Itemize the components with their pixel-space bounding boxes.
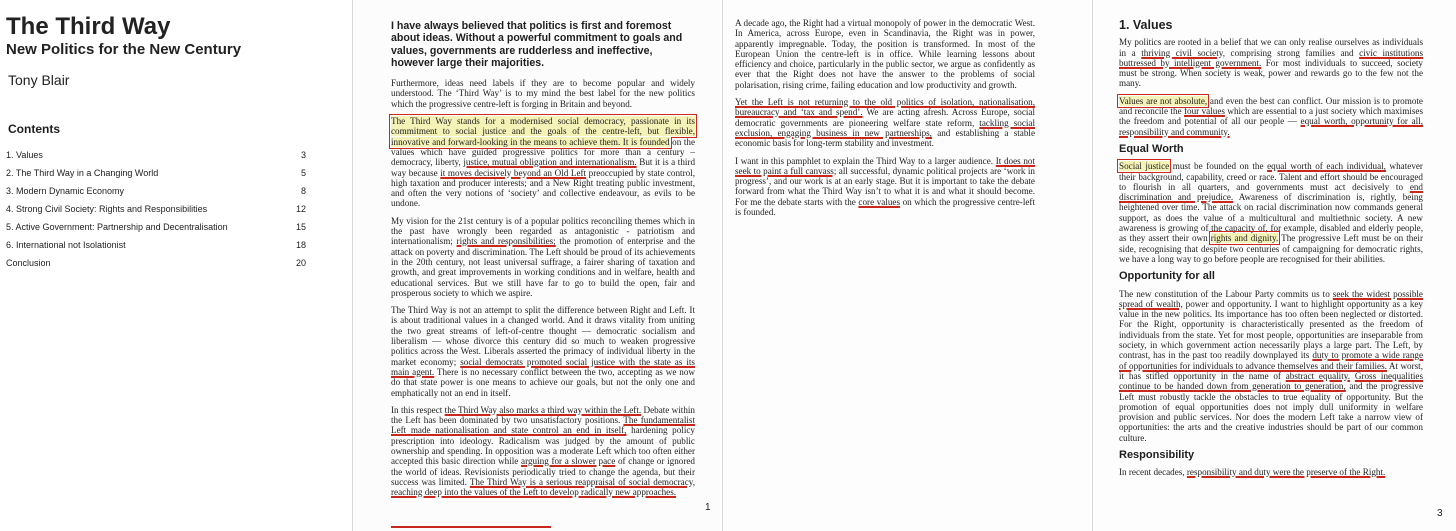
underlined-phrase: abstract equality. [1285,370,1351,381]
values-page [1092,0,1456,531]
underlined-phrase: it moves decisively beyond an Old Left [440,167,587,178]
contents-heading: Contents [8,122,60,136]
toc-label: 4. Strong Civil Society: Rights and Responsibilities [6,204,208,214]
values-paragraph-4: The new constitution of the Labour Party commits us to seek the widest possible spread of wealth, power and opportunity. I want to highlight opportunity as a key value in the new politics. Its importance has too often been neglected or distorted. For the Right, opportunity is characteristically presented as the freedom of individuals from the state. Yet for most people, opportunities are inseparable from society, in which government action necessarily plays a large part. The Left, by contrast, has in the past too readily downplayed its duty to promote a wide range of opportunities for individuals to advance themselves and their families. At worst, it has stifled opportunity in the name of abstract equality. Gross inequalities continue to be handed down from generation to generation, and the progressive Left must robustly tackle the obstacles to true equality of opportunity. But the promotion of equal opportunities does not imply dull uniformity in welfare provision and public services. Nor does the modern Left take a narrow view of opportunities: the arts and the creative industries should be part of our common culture. [1119,288,1423,443]
intro-paragraph-1: Furthermore, ideas need labels if they are to become popular and widely understood. The ‘Third Way’ is to my mind the best label for the new politics which the progressive centre-left is forging in Britain and beyond. [391,78,695,109]
toc-page: 20 [295,258,306,268]
intro-paragraph-4: The Third Way is not an attempt to split the difference between Right and Left. It is about traditional values in a changed world. And it draws vitality from uniting the two great streams of left-of-centre thought — democratic socialism and liberalism — whose divorce this century did so much to weaken progressive politics across the West. Liberals asserted the primacy of individual liberty in the market economy; social democrats promoted social justice with the state as its main agent. There is no necessary conflict between the two, accepting as we now do that state power is one means to achieve our goals, but not the only one and emphatically not an end in itself. [391,305,695,398]
underlined-phrase: the Third Way also marks a third way within the Left. [444,404,642,415]
cont-paragraph-1: A decade ago, the Right had a virtual monopoly of power in the democratic West. In America, across Europe, even in Scandinavia, the Right was in power, apparently impregnable. Today, the position is transformed. In most of the European Union the centre-left is in office. While learning lessons about efficiency and choice, particularly in the public sector, we argue as confidently as ever that the Right does not have the answer to the problems of social polarisation, rising crime, failing education and low productivity and growth. [735,18,1035,90]
cover-page [0,0,350,531]
underlined-phrase: social democrats promoted social justice with the state as its main agent. [391,356,695,377]
underlined-phrase: arguing for a slower pace [521,456,616,467]
toc-label: 1. Values [6,150,43,160]
underlined-phrase: equal worth of each individual, [1267,161,1386,172]
toc-label: 5. Active Government: Partnership and Decentralisation [6,222,228,232]
toc-page: 5 [300,168,306,178]
toc-entry-dynamic-economy[interactable] [6,182,306,200]
underlined-phrase: responsibility and duty were the preserve of the Right. [1186,467,1386,478]
intro-page [352,0,720,531]
cont-paragraph-2: Yet the Left is not returning to the old politics of isolation, nationalisation, bureaucracy and ‘tax and spend’. We are acting afresh. Across Europe, social democratic governments are pioneering welfare state reform, tackling social exclusion, engaging business in new partnerships, and establishing a stable economic basis for long-term stability and investment. [735,97,1035,149]
values-text [1119,20,1423,485]
underlined-phrase: civic institutions buttressed by intelligent government. [1119,47,1424,68]
page-number: 3 [1437,508,1443,519]
underlined-phrase: rights and responsibilities; [456,236,556,247]
toc-entry-values[interactable] [6,146,306,164]
table-of-contents [6,146,306,272]
annotation-underline [391,526,551,528]
toc-label: 6. International not Isolationist [6,240,126,250]
boxed-phrase: Values are not absolute, [1119,95,1208,106]
toc-entry-changing-world[interactable] [6,164,306,182]
underlined-phrase: duty to promote a wide range of opportunities for individuals to advance themselves and their families. [1119,350,1423,371]
document-subtitle: New Politics for the New Century [6,41,242,58]
toc-page: 18 [295,240,306,250]
underlined-phrase: four values [1184,106,1225,117]
underlined-phrase: core values [858,196,901,207]
values-paragraph-1: My politics are rooted in a belief that we can only realise ourselves as individuals in a thriving civil society, comprising strong families and civic institutions buttressed by intelligent government. For most individuals to succeed, society must be strong. When society is weak, power and rewards go to the few not the many. [1119,37,1424,89]
underlined-phrase: justice, mutual obligation and internationalism. [463,157,637,168]
highlighted-passage: The Third Way stands for a modernised social democracy, passionate in its commitment to social justice and the goals of the centre-left, but flexible, innovative and forward-looking in the means to achieve them. It is founded [391,116,695,147]
lead-paragraph: I have always believed that politics is first and foremost about ideas. Without a powerful commitment to goals and values, governments are rudderless and ineffective, however large their majorities. [391,20,683,69]
continuation-text [735,18,1035,224]
underlined-phrase: It does not seek to paint a full canvass; [735,155,1035,176]
underlined-phrase: Gross inequalities continue to be handed down from generation to generation, [1119,370,1423,392]
underlined-phrase: tackling social exclusion, engaging business in new partnerships, [735,117,1035,138]
document-title: The Third Way [6,13,171,40]
toc-entry-civil-society[interactable] [6,200,306,218]
subheading-equal-worth: Equal Worth [1119,142,1184,155]
toc-label: Conclusion [6,258,51,268]
values-paragraph-2: Values are not absolute, and even the best can conflict. Our mission is to promote and reconcile the four values which are essential to a just society which maximises the freedom and potential of all our people — equal worth, opportunity for all, responsibility and community. [1119,95,1424,137]
toc-page: 12 [295,204,306,214]
underlined-phrase: thriving civil society, [1141,47,1225,58]
underlined-phrase: end discrimination and prejudice. [1119,181,1423,203]
toc-label: 2. The Third Way in a Changing World [6,168,159,178]
toc-page: 3 [300,150,306,160]
boxed-phrase: Social justice [1119,161,1170,172]
toc-entry-international[interactable] [6,236,306,254]
underlined-phrase: seek the widest possible spread of wealth, [1119,288,1423,309]
toc-label: 3. Modern Dynamic Economy [6,186,125,196]
subheading-opportunity: Opportunity for all [1119,270,1215,283]
section-heading-values: 1. Values [1119,18,1173,32]
values-paragraph-5: In recent decades, responsibility and duty were the preserve of the Right. [1119,467,1386,478]
cont-paragraph-3: I want in this pamphlet to explain the Third Way to a larger audience. It does not seek to paint a full canvass; all successful, dynamic political projects are ‘work in progress’, and our work is at an early stage. But it is important to take the debate forward from what the Third Way isn’t to what it is and what it should become. For me the debate starts with the core values on which the progressive centre-left is founded. [735,155,1035,218]
continuation-page [722,0,1090,531]
intro-paragraph-2: The Third Way stands for a modernised social democracy, passionate in its commitment to social justice and the goals of the centre-left, but flexible, innovative and forward-looking in the means to achieve them. It is founded on the values which have guided progressive politics for more than a century – democracy, liberty, justice, mutual obligation and internationalism. But it is a third way because it moves decisively beyond an Old Left preoccupied by state control, high taxation and producer interests; and a New Right treating public investment, and often the very notions of ‘society’ and collective endeavour, as evils to be undone. [391,116,696,209]
toc-page: 8 [300,186,306,196]
author-name: Tony Blair [8,72,70,88]
underlined-phrase: The Third Way is a serious reappraisal of social democracy, reaching deep into the values of the Left to develop radically new approaches. [391,476,696,498]
underlined-phrase: Yet the Left is not returning to the old politics of isolation, nationalisation, bureaucracy and ‘tax and spend’. [735,97,1035,118]
subheading-responsibility: Responsibility [1119,448,1195,461]
toc-entry-conclusion[interactable] [6,254,306,272]
intro-paragraph-5: In this respect the Third Way also marks a third way within the Left. Debate within the Left has been dominated by two unsatisfactory positions. The fundamentalist Left made nationalisation and state control an end in itself, hardening policy prescription into ideology. Radicalism was judged by the amount of public ownership and spending. In opposition was a moderate Left which too often either accepted this basic direction while arguing for a slower pace of change or ignored the world of ideas. Revisionists periodically tried to change the agenda, but their success was limited. The Third Way is a serious reappraisal of social democracy, reaching deep into the values of the Left to develop radically new approaches. [391,404,696,498]
page-number: 1 [705,502,711,513]
toc-page: 15 [295,222,306,232]
underlined-phrase: The fundamentalist Left made nationalisation and state control an end in itself, [391,415,695,436]
toc-entry-active-government[interactable] [6,218,306,236]
intro-text [391,20,695,504]
boxed-phrase: rights and dignity. [1210,233,1279,244]
values-paragraph-3: Social justice must be founded on the equal worth of each individual, whatever their background, capability, creed or race. Talent and effort should be encouraged to flourish in all quarters, and governments must act decisively to end discrimination and prejudice. Awareness of discrimination is, rightly, being heightened over time. The attack on racial discrimination now commands general support, as does the value of a multicultural and multiethnic society. A new awareness is growing of the capacity of, for example, disabled and elderly people, as they assert their own rights and dignity. The progressive Left must be on their side, recognising that despite two centuries of campaigning for democratic rights, we have a long way to go before people are recognised for their abilities. [1119,161,1423,264]
intro-paragraph-3: My vision for the 21st century is of a popular politics reconciling themes which in the past have wrongly been regarded as antagonistic - patriotism and internationalism; rights and responsibilities; the promotion of enterprise and the attack on poverty and discrimination. The Left should be proud of its achievements in the 20th century, not least universal suffrage, a fairer sharing of taxation and growth, and great improvements in working conditions and in welfare, health and educational services. But we still have far to go to build the open, fair and prosperous society to which we aspire. [391,215,695,298]
underlined-phrase: equal worth, opportunity for all, responsibility and community. [1119,116,1423,137]
